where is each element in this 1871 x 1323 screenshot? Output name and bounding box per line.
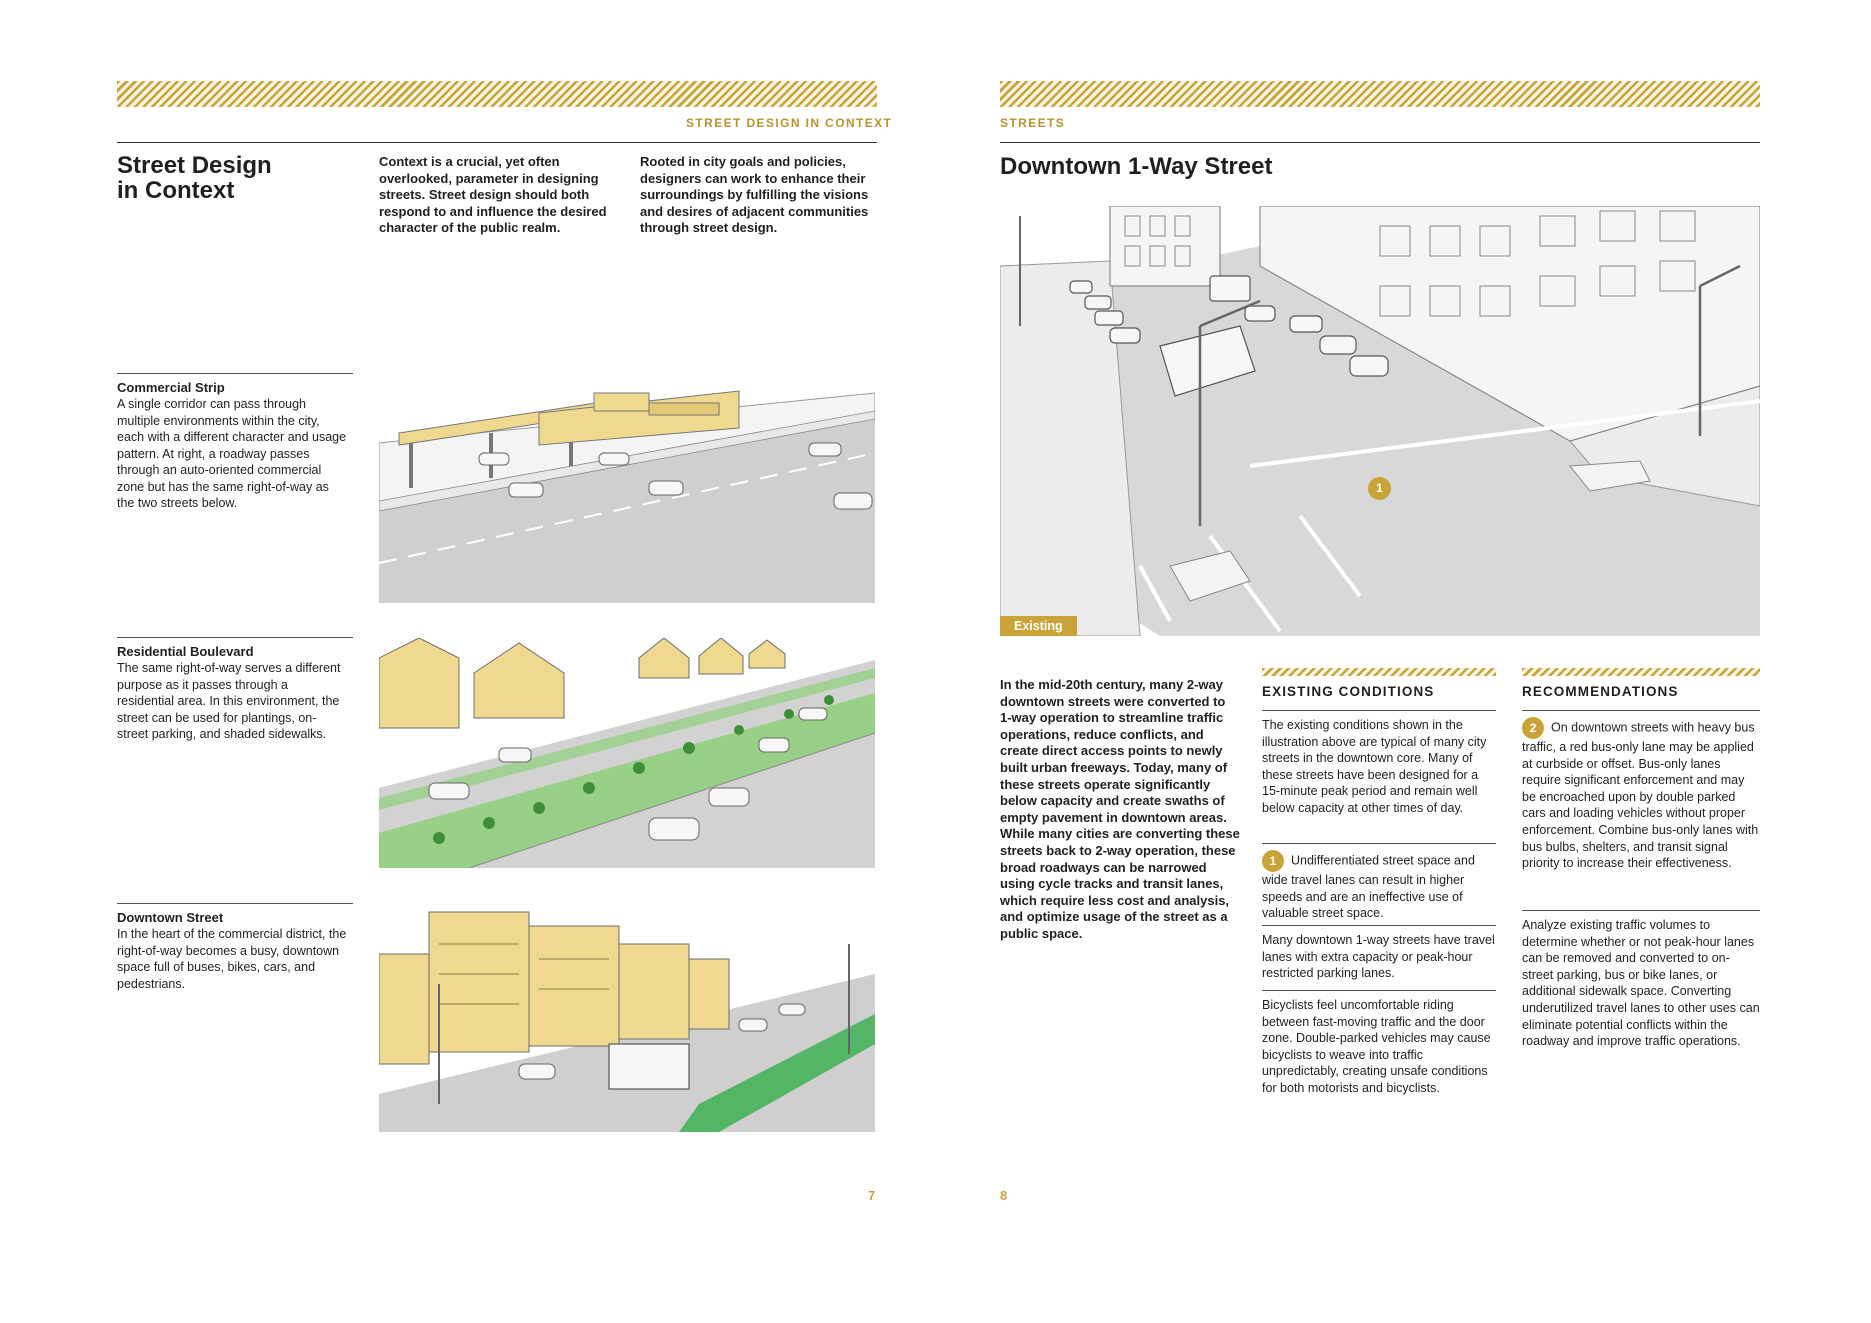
left-page-number: 7 — [868, 1188, 876, 1203]
caption-body-commercial-strip: A single corridor can pass through multiple environments within the city, each with a different character and usage pattern. At right, a roadway passes through an auto-oriented commercial zone but has the same right-of-way as the two streets below. — [117, 397, 347, 510]
recommendations-paragraph-1-text: On downtown streets with heavy bus traffic, a red bus-only lane may be applied at curbside or offset. Bus-only lanes require significant enforcement and may be encroached upon by double parked cars and loading vehicles without proper enforcement. Combine bus-only lanes with bus bulbs, shelters, and transit signal priority to increase their effectiveness. — [1522, 720, 1759, 871]
existing-hatch-bar — [1262, 668, 1496, 676]
caption-heading-downtown-street: Downtown Street — [117, 910, 224, 925]
right-intro-paragraph: In the mid-20th century, many 2-way downtown streets were converted to 1-way operation to streamline traffic operations, reduce conflicts, and create direct access points to newly built urban freeways. Today, many of these streets operate significantly below capacity and create swaths of empty pavement in downtown areas. While many cities are converting these streets back to 2-way operation, these broad roadways can be narrowed using cycle tracks and transit lanes, which require less cost and analysis, and optimize usage of the street as a public space. — [1000, 677, 1240, 941]
caption-body-downtown-street: In the heart of the commercial district, the right-of-way becomes a busy, downtown space full of buses, bikes, cars, and pedestrians. — [117, 927, 347, 991]
existing-rule-2 — [1262, 843, 1496, 844]
title-line-1: Street Design — [117, 152, 272, 179]
existing-paragraph-3: Many downtown 1-way streets have travel lanes with extra capacity or peak-hour restricted parking lanes. — [1262, 933, 1495, 981]
recommendations-hatch-bar — [1522, 668, 1760, 676]
number-marker-2: 2 — [1522, 717, 1544, 739]
title-line-2: in Context — [117, 177, 235, 204]
left-header-rule — [117, 142, 877, 143]
caption-heading-residential-boulevard: Residential Boulevard — [117, 644, 254, 659]
caption-rule-downtown — [117, 903, 353, 904]
caption-rule-residential — [117, 637, 353, 638]
existing-heading-rule — [1262, 710, 1496, 711]
existing-label: Existing — [1000, 616, 1077, 636]
caption-heading-commercial-strip: Commercial Strip — [117, 380, 225, 395]
left-running-head: STREET DESIGN IN CONTEXT — [686, 116, 893, 130]
right-page-number: 8 — [1000, 1188, 1008, 1203]
existing-rule-4 — [1262, 990, 1496, 991]
existing-paragraph-4: Bicyclists feel uncomfortable riding between fast-moving traffic and the door zone. Double-parked vehicles may cause bicyclists to weave into traffic unpredictably, creating unsafe conditions for both motorists and bicyclists. — [1262, 998, 1491, 1095]
left-header-hatch-bar — [117, 81, 877, 107]
existing-paragraph-1: The existing conditions shown in the illustration above are typical of many city streets in the downtown core. Many of these streets have been designed for a 15-minute peak period and remain well below capacity at other times of day. — [1262, 718, 1487, 815]
number-marker-1: 1 — [1262, 850, 1284, 872]
recommendations-heading: RECOMMENDATIONS — [1522, 684, 1679, 699]
right-running-head: STREETS — [1000, 116, 1066, 130]
left-page-title — [117, 153, 272, 203]
existing-conditions-heading: EXISTING CONDITIONS — [1262, 684, 1435, 699]
right-page-title: Downtown 1-Way Street — [1000, 153, 1273, 180]
recommendations-heading-rule — [1522, 710, 1760, 711]
intro-column-2: Rooted in city goals and policies, designers can work to enhance their surroundings by fulfilling the visions and desires of adjacent communities through street design. — [640, 154, 869, 236]
recommendations-paragraph-2: Analyze existing traffic volumes to determine whether or not peak-hour lanes can be removed and converted to on-street parking, bus or bike lanes, or additional sidewalk space. Converting underutilized travel lanes to other uses can eliminate potential conflicts within the roadway and improve traffic operations. — [1522, 918, 1760, 1049]
caption-rule-commercial — [117, 373, 353, 374]
commercial-strip-illustration — [379, 383, 875, 603]
recommendations-paragraph-1 — [1522, 717, 1760, 872]
intro-column-1: Context is a crucial, yet often overlooked, parameter in designing streets. Street design should both respond to and influence the desired character of the public realm. — [379, 154, 607, 236]
recommendations-rule-2 — [1522, 910, 1760, 911]
existing-paragraph-2 — [1262, 850, 1496, 922]
caption-body-residential-boulevard: The same right-of-way serves a different purpose as it passes through a residential area. In this environment, the street can be used for plantings, on-street parking, and shaded sidewalks. — [117, 661, 341, 741]
residential-boulevard-illustration — [379, 638, 875, 868]
existing-rule-3 — [1262, 925, 1496, 926]
downtown-street-illustration — [379, 904, 875, 1132]
right-header-rule — [1000, 142, 1760, 143]
downtown-1-way-street-illustration — [1000, 206, 1760, 636]
right-header-hatch-bar — [1000, 81, 1760, 107]
existing-paragraph-2-text: Undifferentiated street space and wide travel lanes can result in higher speeds and are an ineffective use of valuable street space. — [1262, 853, 1475, 921]
marker-1: 1 — [1368, 477, 1391, 500]
